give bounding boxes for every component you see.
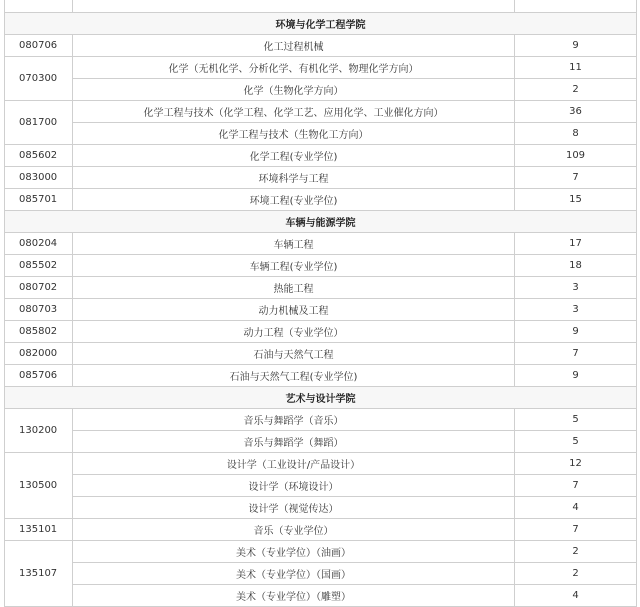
table-row [5, 563, 637, 585]
enrollment-count-cell: 2 [515, 79, 637, 101]
major-code-cell: 080204 [5, 233, 73, 255]
major-name-cell: 化学工程(专业学位) [73, 145, 515, 167]
major-code-cell: 085802 [5, 321, 73, 343]
table-row [5, 277, 637, 299]
enrollment-count-cell: 4 [515, 497, 637, 519]
major-name-cell: 环境工程(专业学位) [73, 189, 515, 211]
section-header-row [5, 211, 637, 233]
table-row [5, 0, 637, 13]
major-name-cell: 音乐（专业学位） [73, 519, 515, 541]
name-cell [73, 0, 515, 13]
table-row [5, 35, 637, 57]
major-code-cell: 085701 [5, 189, 73, 211]
enrollment-count-cell: 18 [515, 255, 637, 277]
enrollment-count-cell: 7 [515, 343, 637, 365]
enrollment-count-cell: 7 [515, 475, 637, 497]
table-row [5, 541, 637, 563]
code-cell [5, 0, 73, 13]
major-code-cell: 135107 [5, 541, 73, 607]
enrollment-count-cell: 3 [515, 299, 637, 321]
major-name-cell: 音乐与舞蹈学（舞蹈） [73, 431, 515, 453]
major-code-cell: 080703 [5, 299, 73, 321]
enrollment-count-cell: 3 [515, 277, 637, 299]
table-row [5, 57, 637, 79]
table-row [5, 431, 637, 453]
enrollment-count-cell: 15 [515, 189, 637, 211]
table-row [5, 321, 637, 343]
table-row [5, 189, 637, 211]
table-row [5, 79, 637, 101]
major-code-cell: 082000 [5, 343, 73, 365]
major-code-cell: 085706 [5, 365, 73, 387]
table-row [5, 167, 637, 189]
major-name-cell: 石油与天然气工程 [73, 343, 515, 365]
table-row [5, 475, 637, 497]
major-name-cell: 化学（生物化学方向） [73, 79, 515, 101]
enrollment-count-cell: 109 [515, 145, 637, 167]
major-code-cell: 083000 [5, 167, 73, 189]
section-header-row [5, 387, 637, 409]
section-title: 环境与化学工程学院 [5, 13, 637, 35]
major-code-cell: 080706 [5, 35, 73, 57]
table-row [5, 299, 637, 321]
major-code-cell: 070300 [5, 57, 73, 101]
enrollment-count-cell: 5 [515, 409, 637, 431]
major-name-cell: 化学（无机化学、分析化学、有机化学、物理化学方向） [73, 57, 515, 79]
major-name-cell: 设计学（视觉传达） [73, 497, 515, 519]
enrollment-count-cell: 4 [515, 585, 637, 607]
major-name-cell: 化工过程机械 [73, 35, 515, 57]
table-row [5, 343, 637, 365]
enrollment-count-cell: 12 [515, 453, 637, 475]
section-title: 艺术与设计学院 [5, 387, 637, 409]
major-name-cell: 设计学（工业设计/产品设计） [73, 453, 515, 475]
table-row [5, 453, 637, 475]
major-code-cell: 085602 [5, 145, 73, 167]
major-name-cell: 车辆工程(专业学位) [73, 255, 515, 277]
section-header-row [5, 13, 637, 35]
enrollment-count-cell: 8 [515, 123, 637, 145]
table-row [5, 123, 637, 145]
major-name-cell: 化学工程与技术（生物化工方向） [73, 123, 515, 145]
major-name-cell: 美术（专业学位）（雕塑） [73, 585, 515, 607]
major-code-cell: 081700 [5, 101, 73, 145]
table-row [5, 255, 637, 277]
enrollment-count-cell: 11 [515, 57, 637, 79]
table-row [5, 145, 637, 167]
major-name-cell: 热能工程 [73, 277, 515, 299]
major-name-cell: 设计学（环境设计） [73, 475, 515, 497]
count-cell [515, 0, 637, 13]
table-row [5, 365, 637, 387]
enrollment-count-cell: 2 [515, 541, 637, 563]
enrollment-count-cell: 7 [515, 519, 637, 541]
major-name-cell: 动力工程（专业学位） [73, 321, 515, 343]
enrollment-count-cell: 9 [515, 35, 637, 57]
major-name-cell: 环境科学与工程 [73, 167, 515, 189]
enrollment-count-cell: 5 [515, 431, 637, 453]
table-row [5, 585, 637, 607]
major-name-cell: 动力机械及工程 [73, 299, 515, 321]
major-code-cell: 135101 [5, 519, 73, 541]
enrollment-count-cell: 2 [515, 563, 637, 585]
major-name-cell: 石油与天然气工程(专业学位) [73, 365, 515, 387]
major-code-cell: 085502 [5, 255, 73, 277]
enrollment-count-cell: 17 [515, 233, 637, 255]
major-code-cell: 080702 [5, 277, 73, 299]
section-title: 车辆与能源学院 [5, 211, 637, 233]
table-row [5, 497, 637, 519]
major-code-cell: 130500 [5, 453, 73, 519]
major-name-cell: 音乐与舞蹈学（音乐） [73, 409, 515, 431]
table-body [5, 0, 637, 607]
major-name-cell: 车辆工程 [73, 233, 515, 255]
table-row [5, 519, 637, 541]
major-name-cell: 美术（专业学位）（油画） [73, 541, 515, 563]
table-row [5, 101, 637, 123]
major-name-cell: 化学工程与技术（化学工程、化学工艺、应用化学、工业催化方向） [73, 101, 515, 123]
major-name-cell: 美术（专业学位）（国画） [73, 563, 515, 585]
enrollment-count-cell: 9 [515, 321, 637, 343]
enrollment-count-cell: 7 [515, 167, 637, 189]
enrollment-count-cell: 36 [515, 101, 637, 123]
table-row [5, 409, 637, 431]
enrollment-count-cell: 9 [515, 365, 637, 387]
enrollment-table [4, 0, 637, 607]
major-code-cell: 130200 [5, 409, 73, 453]
table-row [5, 233, 637, 255]
